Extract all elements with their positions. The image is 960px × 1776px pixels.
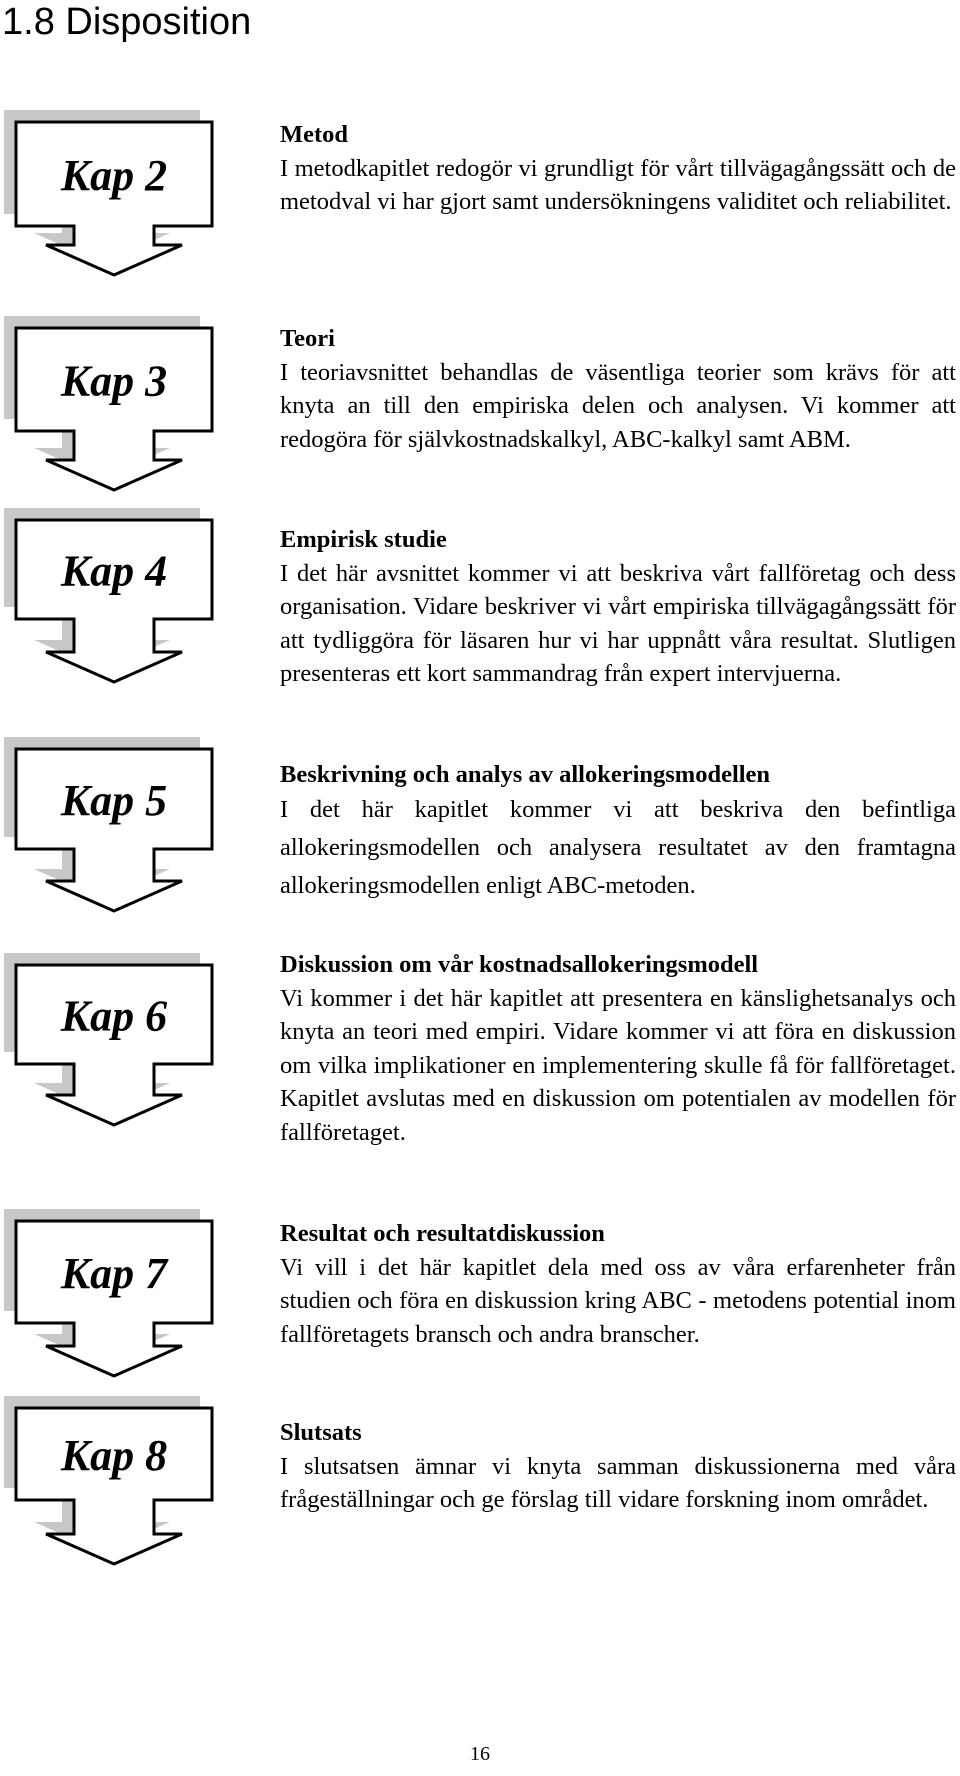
section-title: Resultat och resultatdiskussion — [280, 1220, 605, 1247]
chapter-section-teori — [280, 322, 956, 456]
arrow-box — [16, 965, 212, 1125]
section-body: I det här kapitlet kommer vi att beskriva den befintliga allokeringsmodellen och analysera resultatet av den framtagna allokeringsmodellen enligt ABC-metoden. — [280, 796, 956, 899]
chapter-label: Kap 2 — [60, 151, 168, 200]
section-title: Empirisk studie — [280, 526, 447, 553]
chapter-label: Kap 7 — [60, 1249, 168, 1298]
section-title: Teori — [280, 325, 335, 352]
arrow-box — [16, 1221, 212, 1376]
chapter-label: Kap 5 — [60, 776, 168, 825]
arrow-box — [16, 520, 212, 682]
chapter-section-slutsats — [280, 1416, 956, 1517]
section-body: I det här avsnittet kommer vi att beskriva vårt fallföretag och dess organisation. Vidare beskriver vi vårt empiriska tillvägagångssätt för att tydliggöra för läsaren hur vi har uppnått våra resultat. Slutligen presenteras ett kort sammandrag från expert intervjuerna. — [280, 559, 956, 687]
arrow-box — [16, 328, 212, 490]
section-body: Vi vill i det här kapitlet dela med oss av våra erfarenheter från studien och föra en diskussion kring ABC - metodens potential inom fallföretagets bransch och andra branscher. — [280, 1253, 956, 1348]
section-title: Slutsats — [280, 1419, 362, 1446]
chapter-section-beskrivning-och-analys — [280, 758, 956, 905]
chapter-label: Kap 4 — [60, 546, 168, 596]
page-number: 16 — [470, 1743, 490, 1765]
section-body: Vi kommer i det här kapitlet att presentera en känslighetsanalys och knyta an teori med empiri. Vidare kommer vi att föra en diskussion om vilka implikationer en implementering skulle få för fallföretaget. Kapitlet avslutas med en diskussion om potentialen av modellen för fallföretaget. — [280, 984, 956, 1146]
section-title: Diskussion om vår kostnadsallokeringsmodell — [280, 951, 759, 978]
page-heading: 1.8 Disposition — [2, 1, 252, 43]
chapter-section-metod — [280, 118, 956, 219]
section-body: I slutsatsen ämnar vi knyta samman diskussionerna med våra frågeställningar och ge förslag till vidare forskning inom området. — [280, 1452, 956, 1513]
chapter-label: Kap 8 — [60, 1431, 168, 1480]
chapter-section-resultat — [280, 1217, 956, 1351]
chapter-section-diskussion — [280, 948, 956, 1149]
arrow-box — [16, 749, 212, 911]
section-body: I metodkapitlet redogör vi grundligt för vårt tillvägagångssätt och de metodval vi har gjort samt undersökningens validitet och reliabilitet. — [280, 154, 956, 215]
chapter-label: Kap 6 — [60, 991, 168, 1041]
section-title: Beskrivning och analys av allokeringsmodellen — [280, 761, 771, 788]
chapter-section-empirisk-studie — [280, 523, 956, 691]
chapter-label: Kap 3 — [60, 356, 168, 406]
section-body: I teoriavsnittet behandlas de väsentliga teorier som krävs för att knyta an till den empiriska delen och analysen. Vi kommer att redogöra för självkostnadskalkyl, ABC-kalkyl samt ABM. — [280, 358, 956, 453]
section-title: Metod — [280, 121, 349, 148]
